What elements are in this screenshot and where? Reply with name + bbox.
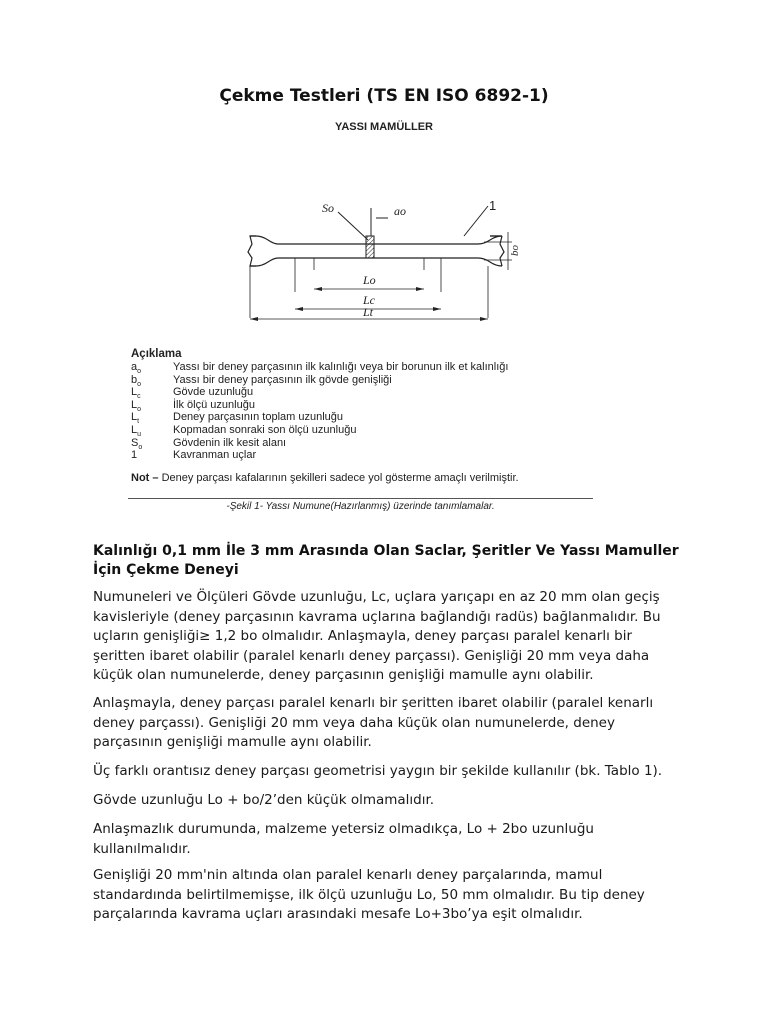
section-heading: Kalınlığı 0,1 mm İle 3 mm Arasında Olan Saclar, Şeritler Ve Yassı Mamuller İçin Çekme Deneyi [93,543,679,578]
legend-text: Gövdenin ilk kesit alanı [173,436,287,449]
legend-row [131,374,601,387]
label-so: So [322,201,334,215]
legend-note [131,472,601,484]
paragraph: Gövde uzunluğu Lo + bo/2’den küçük olmamalıdır. [93,792,435,808]
label-one: 1 [489,198,497,213]
legend-note-label: Not – [131,471,159,484]
dimension-lo [314,287,424,291]
legend-symbol: $L_t$ [131,411,140,426]
legend-symbol: 1 [131,449,138,462]
label-lt: Lt [363,305,374,319]
legend-text: Yassı bir deney parçasının ilk gövde genişliği [173,373,392,386]
legend-text: Kavranman uçlar [173,449,257,462]
specimen-diagram [128,192,598,322]
legend-row [131,411,601,424]
label-lc: Lc [363,293,375,307]
legend-heading: Açıklama [131,348,182,360]
legend-row [131,437,601,450]
legend-symbol: $L_o$ [131,398,142,413]
page-subtitle: YASSI MAMÜLLER [335,121,433,133]
legend-row [131,386,601,399]
label-ao: ao [394,204,406,218]
legend-text: Yassı bir deney parçasının ilk kalınlığı veya bir borunun ilk et kalınlığı [173,361,509,373]
legend-symbol: $L_c$ [131,386,141,401]
legend-text: Deney parçasının toplam uzunluğu [173,411,343,424]
legend-text: İlk ölçü uzunluğu [173,398,255,411]
legend-row [131,399,601,412]
page-title: Çekme Testleri (TS EN ISO 6892-1) [219,86,549,106]
figure-legend [131,348,601,484]
legend-row [131,449,601,462]
legend-text: Kopmadan sonraki son ölçü uzunluğu [173,423,357,436]
paragraph: Genişliği 20 mm'nin altında olan paralel kenarlı deney parçalarında, mamul standardında belirtilmemişse, ilk ölçü uzunluğu Lo, 50 mm olmalıdır. Bu tip deney parçalarında kavrama uçları arasındaki mesafe Lo+3bo’ya eşit olmalıdır. [93,867,645,922]
legend-row [131,424,601,437]
paragraph: Anlaşmazlık durumunda, malzeme yetersiz olmadıkça, Lo + 2bo uzunluğu kullanılmalıdır. [93,821,594,857]
label-lo: Lo [363,273,376,287]
label-bo: bo [509,245,521,256]
legend-row [131,361,601,374]
figure-caption: -Şekil 1- Yassı Numune(Hazırlanmış) üzerinde tanımlamalar. [226,501,495,512]
specimen-outline [248,236,504,266]
legend-note-text: Deney parçası kafalarının şekilleri sadece yol gösterme amaçlı verilmiştir. [161,471,519,484]
paragraph: Numuneleri ve Ölçüleri Gövde uzunluğu, Lc, uçlara yarıçapı en az 20 mm olan geçiş kavisleriyle (deney parçasının kavrama uçlarına bağlandığı radüs) bağlanmalıdır. Bu uçların genişliği≥ 1,2 bo olmalıdır. Anlaşmayla, deney parçası paralel kenarlı bir şeritten ibaret olabilir (paralel kenarlı deney parçassı). Genişliği 20 mm veya daha küçük olan numunelerde, deney parçasının genişliği mamulle aynı olabilir. [93,589,661,683]
legend-symbol: $L_u$ [131,423,142,439]
legend-symbol: $S_o$ [131,436,143,451]
legend-symbol: $b_o$ [131,373,142,388]
legend-text: Gövde uzunluğu [173,386,254,399]
figure-divider [128,498,593,499]
paragraph: Üç farklı orantısız deney parçası geometrisi yaygın bir şekilde kullanılır (bk. Tablo 1). [93,763,663,779]
paragraph: Anlaşmayla, deney parçası paralel kenarlı bir şeritten ibaret olabilir (paralel kenarlı deney parçassı). Genişliği 20 mm veya daha küçük olan numunelerde, deney parçasının genişliği mamulle aynı olabilir. [93,695,654,750]
legend-symbol: $a_o$ [131,361,142,376]
